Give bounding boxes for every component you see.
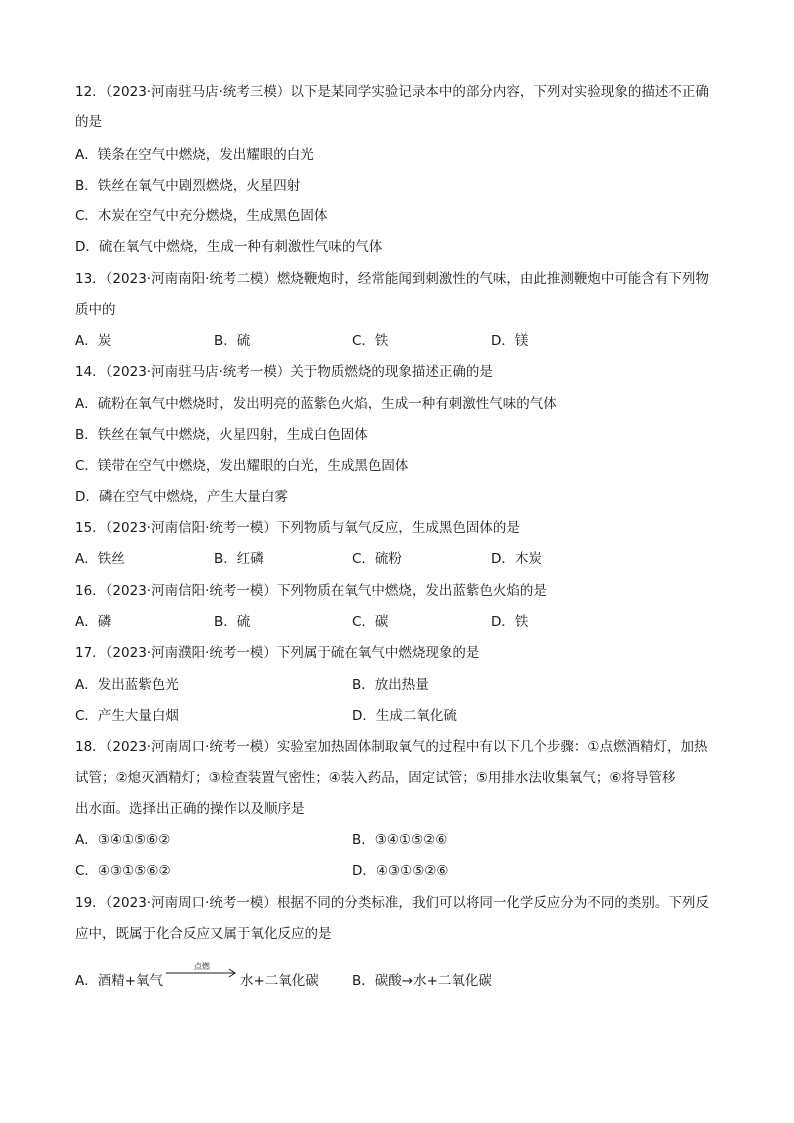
q19-stem-line1: 19．（2023·河南周口·统考一模）根据不同的分类标准，我们可以将同一化学反应分为不同的类别。下列反 (75, 895, 709, 911)
q15-option-d: D．木炭 (491, 551, 542, 567)
q13-option-b: B．硫 (214, 333, 251, 349)
q16-option-c: C．碳 (352, 614, 389, 630)
q14-option-d: D．磷在空气中燃烧，产生大量白雾 (75, 489, 288, 505)
q12-option-a: A．镁条在空气中燃烧，发出耀眼的白光 (75, 147, 314, 163)
q13-option-d: D．镁 (491, 333, 529, 349)
q12-option-c: C．木炭在空气中充分燃烧，生成黑色固体 (75, 208, 328, 224)
q16-option-a: A．磷 (75, 614, 112, 630)
q13-stem-line2: 质中的 (75, 302, 116, 318)
q18-option-c: C．④③①⑤⑥② (75, 863, 171, 879)
q12-stem-line1: 12．（2023·河南驻马店·统考三模）以下是某同学实验记录本中的部分内容，下列对实验现象的描述不正确 (75, 84, 709, 100)
q18-stem-line1: 18．（2023·河南周口·统考一模）实验室加热固体制取氧气的过程中有以下几个步骤：①点燃酒精灯，加热 (75, 739, 708, 755)
q15-option-a: A．铁丝 (75, 551, 125, 567)
q16-option-d: D．铁 (491, 614, 529, 630)
q15-option-b: B．红磷 (214, 551, 264, 567)
q17-option-c: C．产生大量白烟 (75, 708, 179, 724)
q13-stem-line1: 13．（2023·河南南阳·统考二模）燃烧鞭炮时，经常能闻到刺激性的气味，由此推测鞭炮中可能含有下列物 (75, 271, 709, 287)
q18-option-a: A．③④①⑤⑥② (75, 832, 171, 848)
q18-stem-line3: 出水面。选择出正确的操作以及顺序是 (75, 801, 305, 817)
q13-option-a: A．炭 (75, 333, 112, 349)
q14-option-a: A．硫粉在氧气中燃烧时，发出明亮的蓝紫色火焰，生成一种有刺激性气味的气体 (75, 396, 557, 412)
q18-option-d: D．④③①⑤②⑥ (352, 863, 449, 879)
arrow-icon (166, 963, 238, 983)
q15-option-c: C．硫粉 (352, 551, 402, 567)
q18-option-b: B．③④①⑤②⑥ (352, 832, 448, 848)
q13-option-c: C．铁 (352, 333, 389, 349)
q17-option-d: D．生成二氧化硫 (352, 708, 457, 724)
reaction-arrow (166, 963, 238, 983)
q16-option-b: B．硫 (214, 614, 251, 630)
q19-option-a-reactants: A．酒精+氧气 (75, 973, 164, 989)
q14-option-b: B．铁丝在氧气中燃烧，火星四射，生成白色固体 (75, 427, 368, 443)
q12-option-d: D．硫在氧气中燃烧，生成一种有刺激性气味的气体 (75, 239, 383, 255)
q14-option-c: C．镁带在空气中燃烧，发出耀眼的白光，生成黑色固体 (75, 458, 409, 474)
q12-option-b: B．铁丝在氧气中剧烈燃烧，火星四射 (75, 178, 301, 194)
q18-stem-line2: 试管；②熄灭酒精灯；③检查装置气密性；④装入药品，固定试管；⑤用排水法收集氧气；⑥将导管移 (75, 770, 676, 786)
q19-stem-line2: 应中，既属于化合反应又属于氧化反应的是 (75, 926, 332, 942)
q16-stem: 16．（2023·河南信阳·统考一模）下列物质在氧气中燃烧，发出蓝紫色火焰的是 (75, 583, 547, 599)
q19-option-b: B．碳酸→水+二氧化碳 (352, 973, 492, 989)
q12-stem-line2: 的是 (75, 114, 102, 130)
q17-option-b: B．放出热量 (352, 677, 429, 693)
q17-stem: 17．（2023·河南濮阳·统考一模）下列属于硫在氧气中燃烧现象的是 (75, 645, 480, 661)
q19-option-a-products: 水+二氧化碳 (240, 973, 319, 989)
q14-stem: 14．（2023·河南驻马店·统考一模）关于物质燃烧的现象描述正确的是 (75, 364, 493, 380)
q17-option-a: A．发出蓝紫色光 (75, 677, 179, 693)
reaction-condition-label: 点燃 (194, 962, 210, 971)
q15-stem: 15．（2023·河南信阳·统考一模）下列物质与氧气反应，生成黑色固体的是 (75, 520, 520, 536)
